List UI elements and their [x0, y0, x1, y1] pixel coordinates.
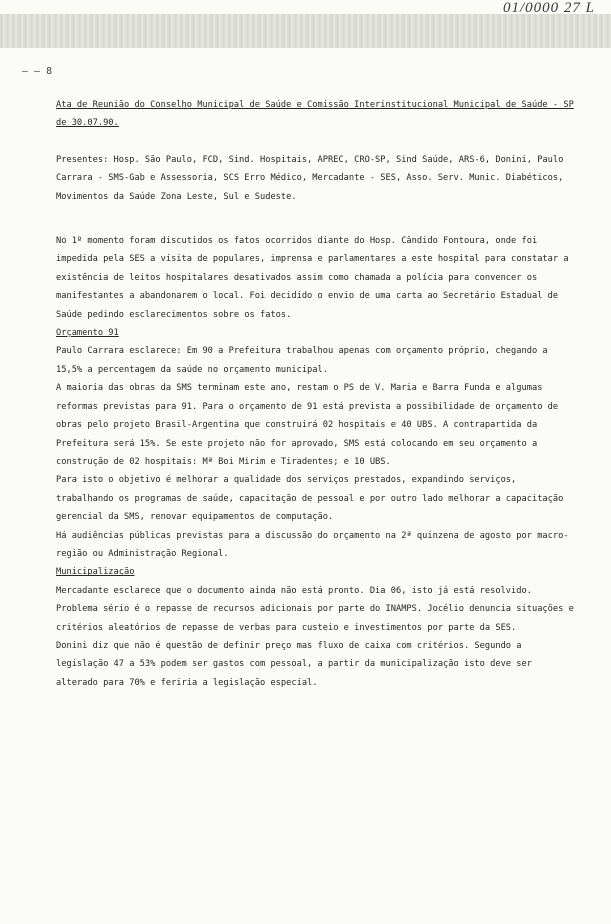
archive-stamp: 01/0000 27 L: [502, 0, 595, 16]
intro-paragraph: No 1º momento foram discutidos os fatos ocorridos diante do Hosp. Cândido Fontoura, onde foi impedida pela SES a visita de populares, imprensa e parlamentares a este hospital para constatar a existência de leitos hospitalares desativados assim como chamada a polícia para convencer os manifestantes a abandonarem o local. Foi decidido o envio de uma carta ao Secretário Estadual de Saúde pedindo esclarecimentos sobre os fatos.: [56, 236, 569, 320]
document-title: Ata de Reunião do Conselho Municipal de Saúde e Comissão Interinstitucional Municipal de Saúde - SP de 30.07.90.: [56, 100, 574, 129]
section-heading-municipalizacao: Municipalização: [56, 567, 135, 578]
municipalizacao-paragraph-2: Donini diz que não é questão de definir preço mas fluxo de caixa com critérios. Segundo a legislação 47 a 53% podem ser gastos com pessoal, a partir da municipalização isto deve ser alterado para 70% e feriria a legislação especial.: [56, 640, 532, 688]
municipalizacao-paragraph-1: Mercadante esclarece que o documento ainda não está pronto. Dia 06, isto já está resolvido. Problema sério é o repasse de recursos adicionais por parte do INAMPS. Jocélio denuncia situações e critérios aleatórios de repasse de verbas para custeio e investimentos por parte da SES.: [56, 585, 574, 633]
orcamento-paragraph-4: Há audiências públicas previstas para a discussão do orçamento na 2ª quinzena de agosto por macro-região ou Administração Regional.: [56, 530, 569, 559]
attendees-paragraph: Presentes: Hosp. São Paulo, FCD, Sind. Hospitais, APREC, CRO-SP, Sind Saúde, ARS-6, Donini, Paulo Carrara - SMS-Gab e Assessoria, SCS Erro Médico, Mercadante - SES, Asso. Serv. Munic. Diabéticos, Movimentos da Saúde Zona Leste, Sul e Sudeste.: [56, 154, 564, 202]
orcamento-paragraph-3: Para isto o objetivo é melhorar a qualidade dos serviços prestados, expandindo serviços, trabalhando os programas de saúde, capacitação de pessoal e por outro lado melhorar a capacitação gerencial da SMS, renovar equipamentos de computação.: [56, 475, 564, 523]
orcamento-paragraph-1: Paulo Carrara esclarece: Em 90 a Prefeitura trabalhou apenas com orçamento próprio, chegando a 15,5% a percentagem da saúde no orçamento municipal.: [56, 346, 548, 375]
document-body: [56, 96, 576, 692]
section-heading-orcamento: Orçamento 91: [56, 328, 119, 339]
scan-header-band: [0, 14, 611, 48]
orcamento-paragraph-2: A maioria das obras da SMS terminam este ano, restam o PS de V. Maria e Barra Funda e algumas reformas previstas para 91. Para o orçamento de 91 está prevista a possibilidade de orçamento de obras pelo projeto Brasil-Argentina que construirá 02 hospitais e 40 UBS. A contrapartida da Prefeitura será 15%. Se este projeto não for aprovado, SMS está colocando em seu orçamento a construção de 02 hospitais: Mª Boi Mirim e Tiradentes; e 10 UBS.: [56, 383, 559, 467]
page-mark: – – 8: [22, 66, 53, 77]
